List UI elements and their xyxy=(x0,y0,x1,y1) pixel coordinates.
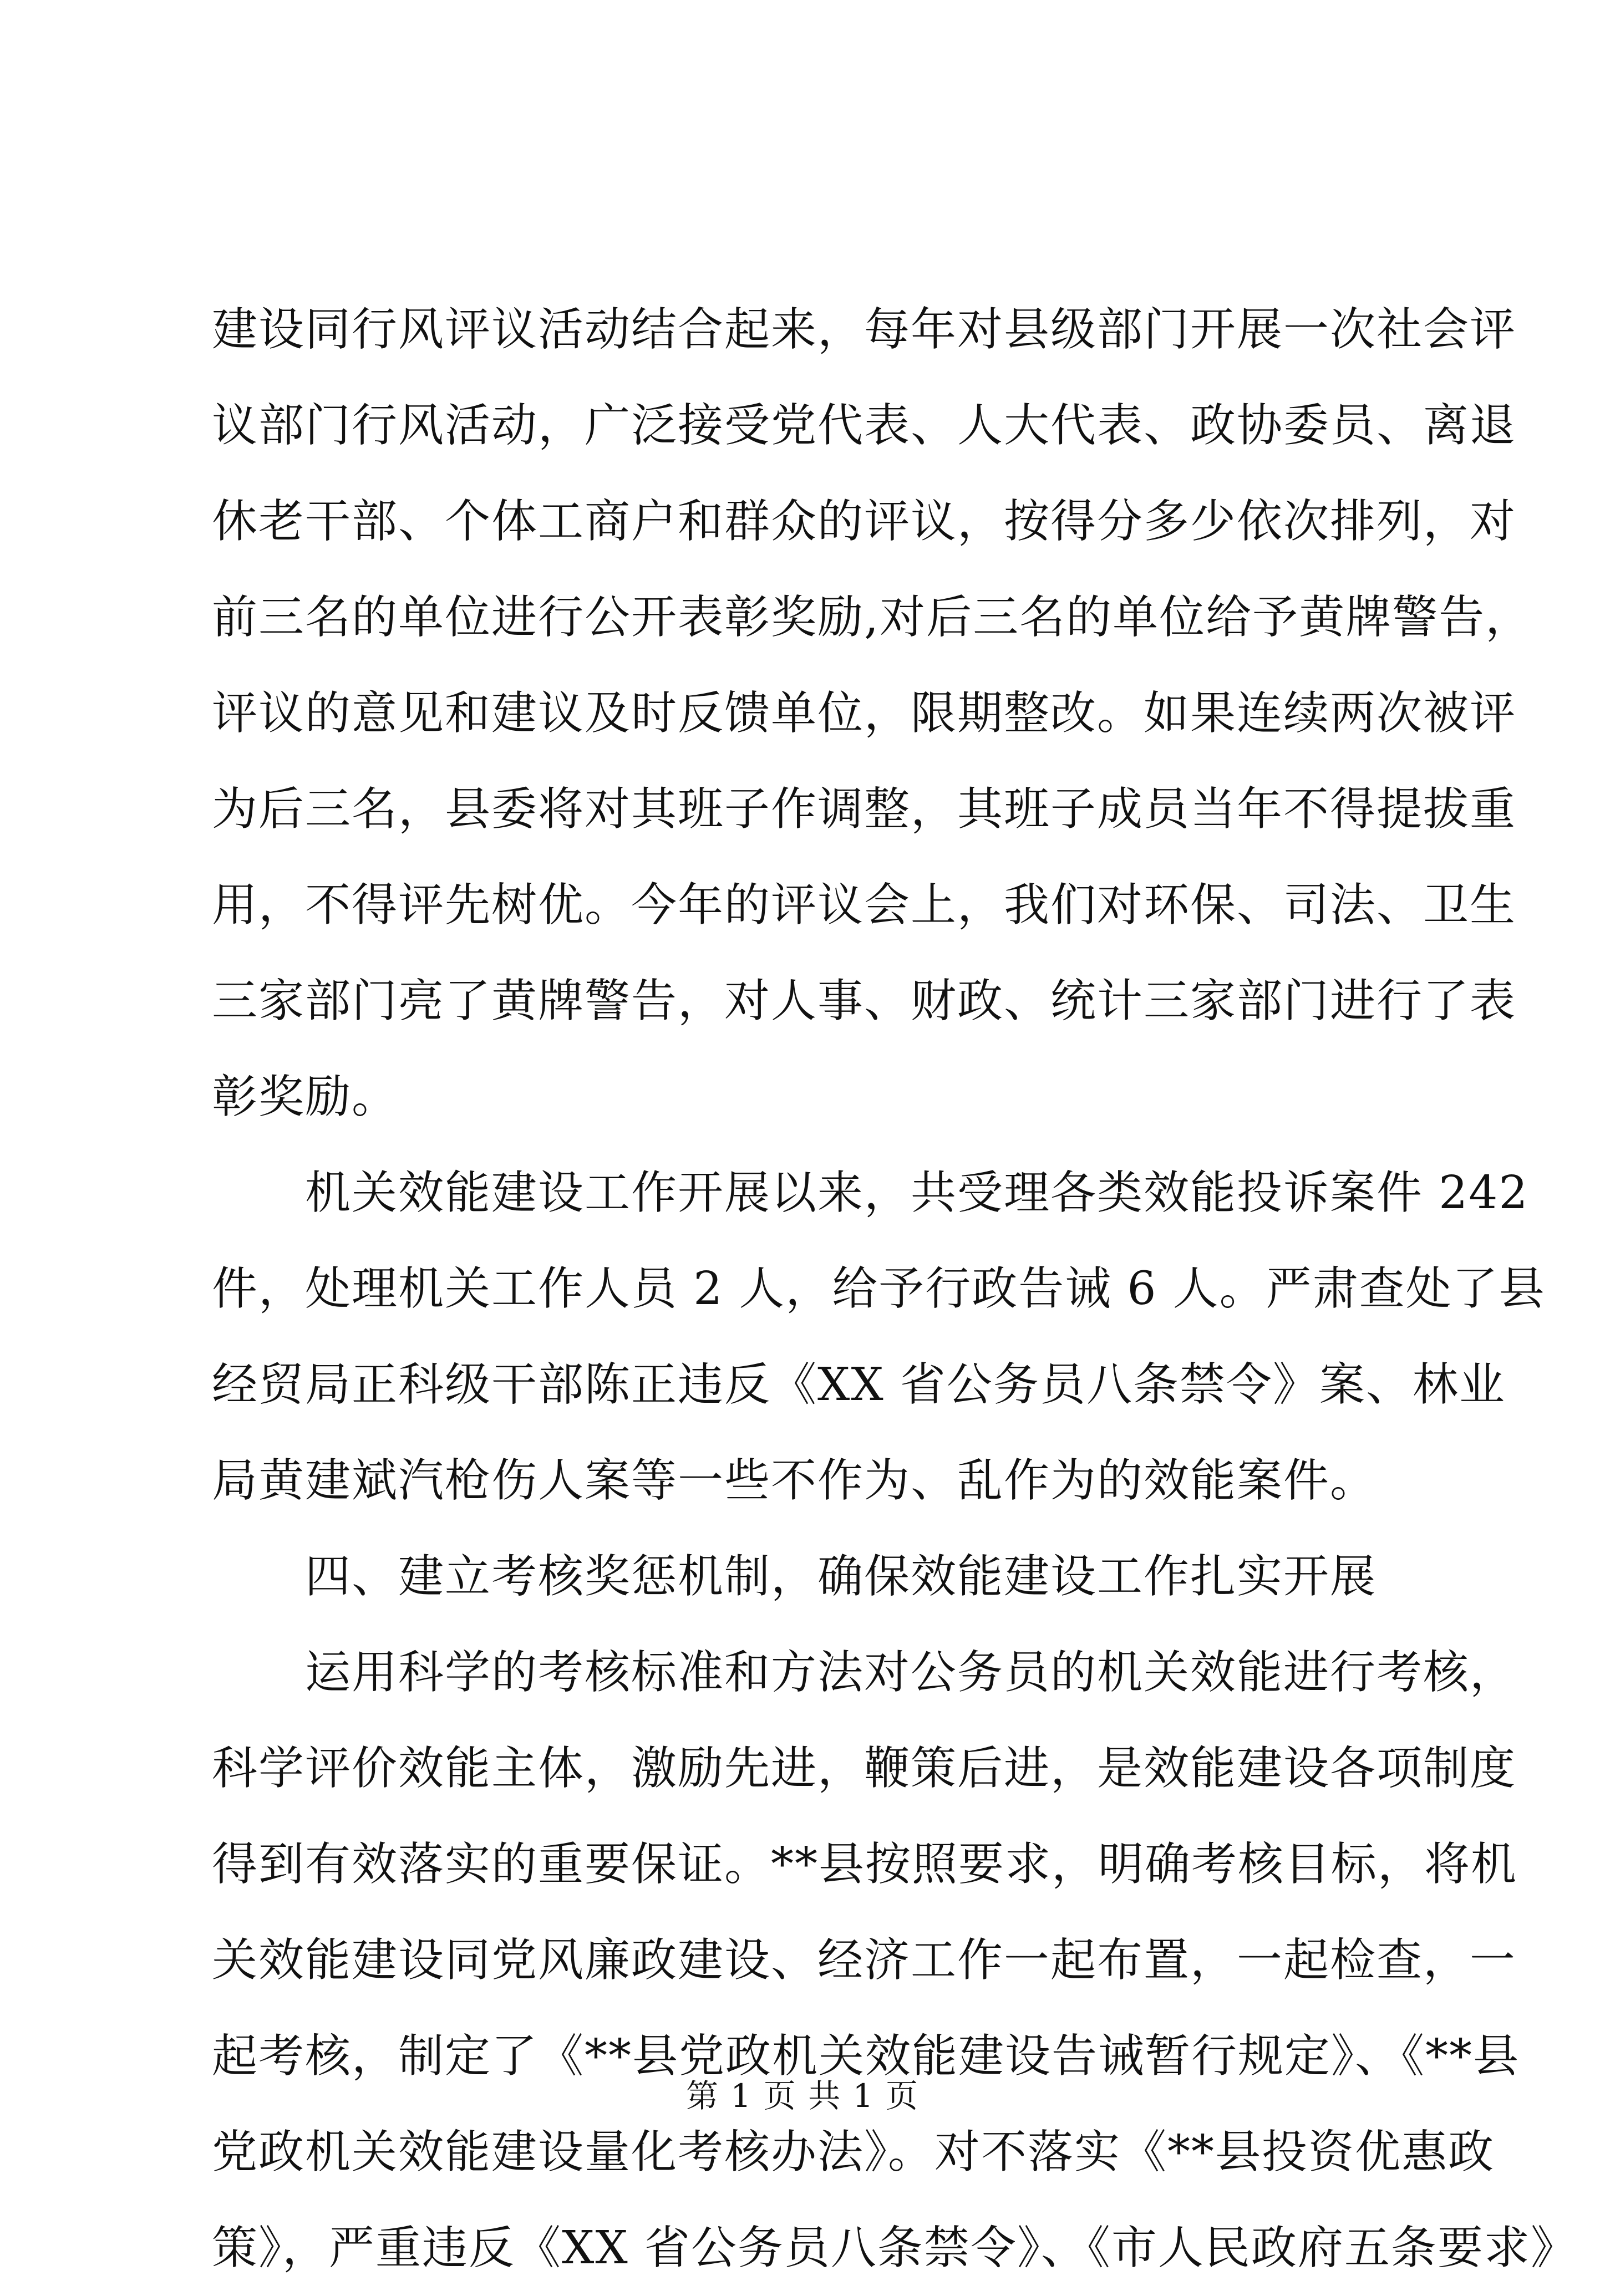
text-line: 关效能建设同党风廉政建设、经济工作一起布置，一起检查，一 xyxy=(212,1934,1517,1987)
text-line: 休老干部、个体工商户和群众的评议，按得分多少依次排列，对 xyxy=(212,495,1517,548)
text-line: 用，不得评先树优。今年的评议会上，我们对环保、司法、卫生 xyxy=(212,879,1517,931)
text-line: 科学评价效能主体，激励先进，鞭策后进，是效能建设各项制度 xyxy=(212,1742,1517,1795)
text-line: 议部门行风活动，广泛接受党代表、人大代表、政协委员、离退 xyxy=(212,399,1517,452)
text-line: 党政机关效能建设量化考核办法》。对不落实《**县投资优惠政 xyxy=(212,2126,1495,2178)
text-line: 三家部门亮了黄牌警告，对人事、财政、统计三家部门进行了表 xyxy=(212,975,1517,1027)
text-line: 前三名的单位进行公开表彰奖励,对后三名的单位给予黄牌警告， xyxy=(212,591,1532,644)
text-line: 建设同行风评议活动结合起来，每年对县级部门开展一次社会评 xyxy=(212,303,1517,356)
text-line: 为后三名，县委将对其班子作调整，其班子成员当年不得提拔重 xyxy=(212,783,1517,836)
document-body xyxy=(212,282,1577,2296)
text-line: 评议的意见和建议及时反馈单位，限期整改。如果连续两次被评 xyxy=(212,687,1517,740)
paragraph-first-line: 运用科学的考核标准和方法对公务员的机关效能进行考核， xyxy=(305,1646,1517,1699)
text-line: 件，处理机关工作人员 2 人，给予行政告诫 6 人。严肃查处了县 xyxy=(212,1262,1546,1315)
section-heading: 四、建立考核奖惩机制，确保效能建设工作扎实开展 xyxy=(305,1550,1377,1603)
text-line: 经贸局正科级干部陈正违反《XX 省公务员八条禁令》案、林业 xyxy=(212,1358,1506,1411)
text-line: 彰奖励。 xyxy=(212,1071,399,1123)
text-line: 策》，严重违反《XX 省公务员八条禁令》、《市人民政府五条要求》 xyxy=(212,2222,1577,2274)
paragraph-first-line: 机关效能建设工作开展以来，共受理各类效能投诉案件 242 xyxy=(305,1167,1529,1219)
text-line: 局黄建斌汽枪伤人案等一些不作为、乱作为的效能案件。 xyxy=(212,1454,1377,1507)
page-number-footer: 第 1 页 共 1 页 xyxy=(686,2077,919,2115)
text-line: 起考核，制定了《**县党政机关效能建设告诫暂行规定》、《**县 xyxy=(212,2030,1520,2083)
text-line: 得到有效落实的重要保证。**县按照要求，明确考核目标，将机 xyxy=(212,1838,1518,1891)
